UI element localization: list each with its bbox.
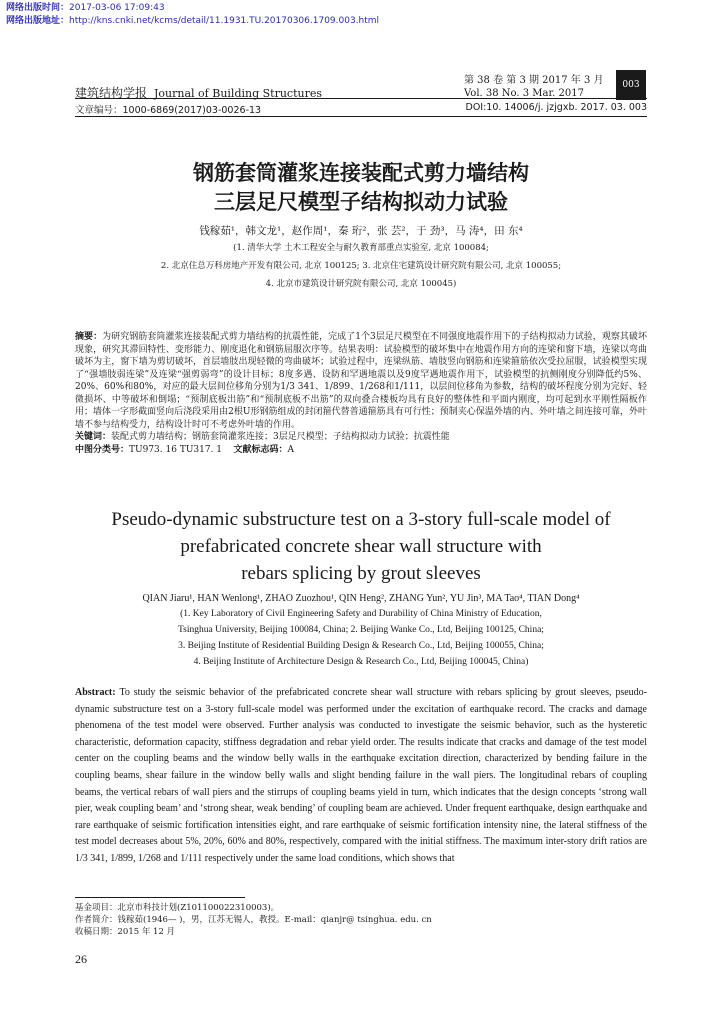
- abstract-cn-label: 摘要：: [75, 332, 103, 342]
- footnote-author: 作者简介：钱稼茹(1946— )，男，江苏无锡人，教授。E-mail：qianjr@ tsinghua. edu. cn: [75, 915, 432, 925]
- footnote-fund: 基金项目：北京市科技计划(Z101100022310003)。: [75, 903, 280, 913]
- keywords-cn-text: 装配式剪力墙结构；钢筋套筒灌浆连接；3层足尺模型；子结构拟动力试验；抗震性能: [111, 432, 450, 442]
- publish-address-link[interactable]: http://kns.cnki.net/kcms/detail/11.1931.TU.20170306.1709.003.html: [69, 16, 380, 26]
- issue-info: [464, 74, 604, 100]
- affiliation-cn-line: 4. 北京市建筑设计研究院有限公司, 北京 100045): [265, 279, 457, 289]
- issue-info-cn: 第 38 卷 第 3 期 2017 年 3 月: [464, 75, 604, 86]
- abstract-en-label: Abstract:: [75, 687, 116, 698]
- classification: [75, 444, 647, 457]
- issue-info-en: Vol. 38 No. 3 Mar. 2017: [464, 88, 584, 99]
- affiliation-cn-line: 2. 北京住总万科房地产开发有限公司, 北京 100125; 3. 北京住宅建筑设计研究院有限公司, 北京 100055;: [160, 261, 562, 271]
- affiliation-en-line: Tsinghua University, Beijing 100084, China; 2. Beijing Wanke Co., Ltd, Beijing 100125, China;: [178, 625, 544, 635]
- keywords-cn: [75, 431, 647, 444]
- meta-rule: [75, 116, 647, 117]
- publish-address-label: 网络出版地址：: [6, 16, 70, 26]
- page-number: 26: [75, 952, 87, 966]
- cnki-publication-info: [6, 2, 379, 28]
- abstract-cn: [75, 331, 647, 456]
- doi: DOI:10. 14006/j. jzjgxb. 2017. 03. 003: [465, 102, 647, 113]
- affiliation-en-line: (1. Key Laboratory of Civil Engineering Safety and Durability of China Ministry of Education,: [180, 609, 542, 619]
- title-en-line-1: Pseudo-dynamic substructure test on a 3-story full-scale model of: [111, 509, 611, 530]
- authors-cn: 钱稼茹¹，韩文龙¹，赵作周¹，秦 珩²，张 芸²，于 劲³，马 涛⁴，田 东⁴: [199, 225, 523, 237]
- affiliation-en-line: 4. Beijing Institute of Architecture Design & Research Co., Ltd, Beijing 100045, China): [193, 657, 529, 667]
- doc-code-value: A: [287, 444, 294, 455]
- affiliation-en-line: 3. Beijing Institute of Residential Building Design & Research Co., Ltd, Beijing 100055, China;: [178, 641, 544, 651]
- publish-time-value: 2017-03-06 17:09:43: [69, 3, 165, 13]
- authors-en: QIAN Jiaru¹, HAN Wenlong¹, ZHAO Zuozhou¹, QIN Heng², ZHANG Yun², YU Jin³, MA Tao⁴, TIAN Dong⁴: [142, 593, 580, 604]
- header-rule: [75, 98, 647, 99]
- doc-code-label: 文献标志码：: [233, 444, 288, 455]
- article-meta: [75, 102, 647, 116]
- title-cn-line-1: 钢筋套筒灌浆连接装配式剪力墙结构: [193, 161, 529, 185]
- title-en-line-2: prefabricated concrete shear wall structure with: [180, 536, 542, 557]
- journal-name-en: Journal of Building Structures: [154, 87, 323, 100]
- abstract-en: [75, 685, 647, 868]
- clc-value: TU973. 16 TU317. 1: [129, 444, 223, 455]
- keywords-cn-label: 关键词：: [75, 432, 112, 442]
- publish-time-label: 网络出版时间：: [6, 3, 70, 13]
- clc-label: 中图分类号：: [75, 444, 130, 455]
- footnote-rule: [75, 897, 245, 898]
- page-badge: 003: [616, 70, 646, 100]
- affiliation-cn-line: (1. 清华大学 土木工程安全与耐久教育部重点实验室, 北京 100084;: [233, 243, 489, 253]
- title-en-line-3: rebars splicing by grout sleeves: [241, 563, 481, 584]
- title-cn-line-2: 三层足尺模型子结构拟动力试验: [214, 190, 508, 214]
- footnote-received: 收稿日期：2015 年 12 月: [75, 927, 176, 937]
- abstract-en-text: To study the seismic behavior of the prefabricated concrete shear wall structure with rebars splicing by grout sleeves, pseudo-dynamic substructure test on a 3-story full-scale model was performed under the excitation of earthquake record. The cracks and damage phenomena of the test model were observed. Further analysis was conducted to investigate the seismic behavior, such as the hysteretic characteristic, deformation capacity, stiffness degradation and rebar yield order. The results indicate that cracks and damage of the test model center on the coupling beams and the window belly walls in the earthquake excitation direction, characterized by bending failure in the coupling beams, shear failure in the window belly walls and slight bending failure in the wall piers. The longitudinal rebars of coupling beams, the vertical rebars of wall piers and the stirrups of coupling beams yield in turn, which indicates that the design concepts ‘strong wall pier, weak coupling beam’ and ‘strong shear, weak bending’ of coupling beam are achieved. Under frequent earthquake, design earthquake and rare earthquake of seismic fortification intensities eight, and rare earthquake of seismic fortification intensity nine, the lateral stiffness of the test model decreases about 5%, 20%, 60% and 80%, respectively, compared with the initial stiffness. The maximum inter-story drift ratios are 1/3 341, 1/899, 1/268 and 1/111 respectively under the same load conditions, which shows that: [75, 687, 648, 864]
- journal-name-cn: 建筑结构学报: [75, 86, 148, 100]
- article-number: 文章编号：1000-6869(2017)03-0026-13: [75, 105, 262, 116]
- abstract-cn-text: 为研究钢筋套筒灌浆连接装配式剪力墙结构的抗震性能，完成了1个3层足尺模型在不同强度地震作用下的子结构拟动力试验，观察其破坏现象，研究其滞回特性、变形能力、刚度退化和钢筋屈服次序等。结果表明：试验模型的破坏集中在地震作用方向的连梁和窗下墙，连梁以弯曲破坏为主，窗下墙为剪切破坏，首层墙肢出现轻微的弯曲破坏；试验过程中，连梁纵筋、墙肢竖向钢筋和连梁箍筋依次受拉屈服，试验模型实现了“强墙肢弱连梁”及连梁“强剪弱弯”的设计目标；8度多遇、设防和罕遇地震以及9度罕遇地震作用下，试验模型的抗侧刚度分别降低约5%、20%、60%和80%，对应的最大层间位移角分别为1/3 341、1/899、1/268和1/111，以层间位移角为参数，结构的破坏程度分别为完好、轻微损坏、中等破坏和倒塌；“预制底板出筋”和“预制底板不出筋”的双向叠合楼板均具有良好的整体性和平面内刚度，均可起到水平刚性隔板作用；墙体一字形截面竖向后浇段采用由2根U形钢筋组成的封闭箍代替普通箍筋具有可行性；预制夹心保温外墙的内、外叶墙之间连接可靠，外叶墙不参与结构受力，结构设计时可不考虑外叶墙的作用。: [75, 332, 647, 430]
- footnotes: [75, 902, 432, 938]
